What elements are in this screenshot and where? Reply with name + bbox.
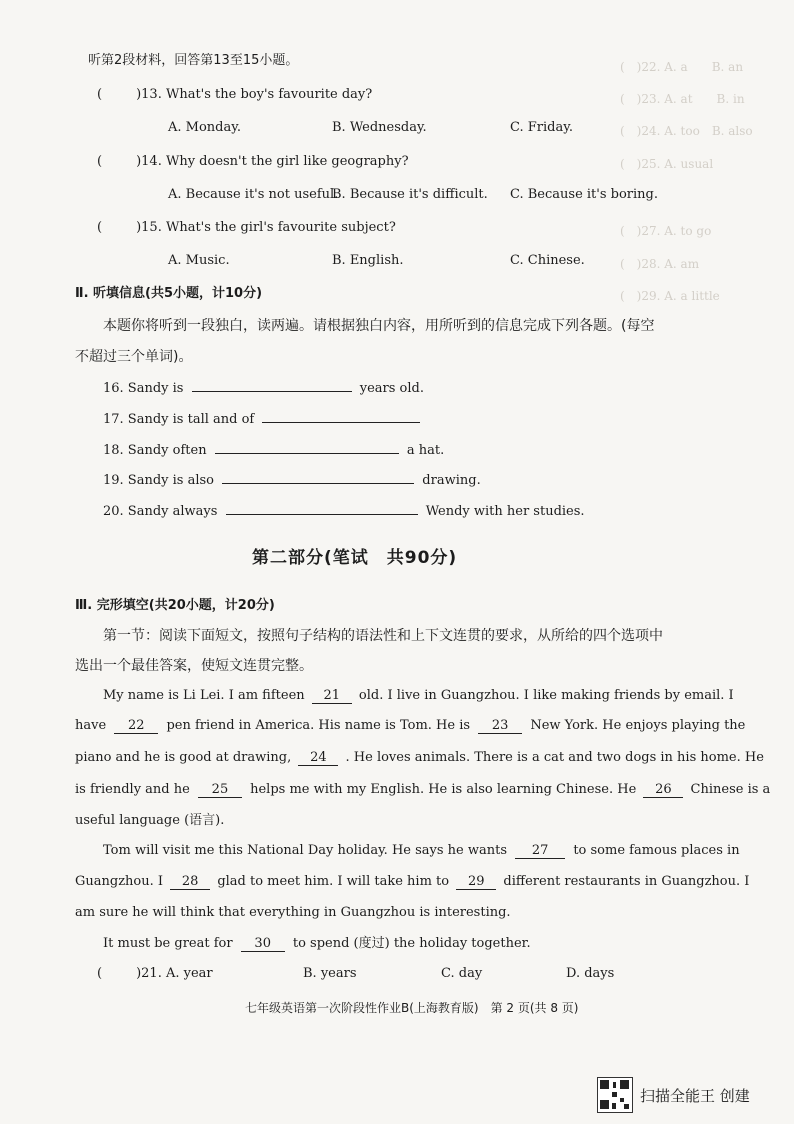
bleed-text: ( )29. A. a little — [620, 289, 720, 303]
passage-line: Tom will visit me this National Day holiday. He says he wants 27 to some famous places in — [103, 843, 740, 858]
part-two-title: 第二部分(笔试 共90分) — [252, 548, 458, 568]
answer-blank-18[interactable] — [215, 453, 399, 454]
cloze-blank-28[interactable]: 28 — [170, 874, 210, 890]
cloze-blank-25[interactable]: 25 — [198, 782, 242, 798]
answer-blank-20[interactable] — [226, 514, 418, 515]
cloze-blank-27[interactable]: 27 — [515, 843, 565, 859]
section-2-instruction: 本题你将听到一段独白，读两遍。请根据独白内容，用所听到的信息完成下列各题。(每空 — [103, 318, 655, 334]
q15-option-c[interactable]: C. Chinese. — [510, 253, 585, 268]
cloze-blank-30[interactable]: 30 — [241, 936, 285, 952]
passage-line: is friendly and he 25 helps me with my English. He is also learning Chinese. He 26 Chinese is a — [75, 782, 771, 797]
cloze-blank-26[interactable]: 26 — [643, 782, 683, 798]
question-13: ( )13. What's the boy's favourite day? — [97, 87, 373, 102]
q15-option-b[interactable]: B. English. — [332, 253, 404, 268]
q14-option-a[interactable]: A. Because it's not useful. — [168, 187, 339, 202]
fill-item-19: 19. Sandy is also drawing. — [103, 473, 481, 488]
answer-blank-17[interactable] — [262, 422, 420, 423]
answer-blank-16[interactable] — [192, 391, 352, 392]
bleed-text: ( )28. A. am — [620, 257, 700, 271]
section-3-instruction: 第一节：阅读下面短文，按照句子结构的语法性和上下文连贯的要求，从所给的四个选项中 — [103, 628, 663, 644]
q14-option-b[interactable]: B. Because it's difficult. — [332, 187, 488, 202]
passage-line: useful language (语言). — [75, 813, 225, 828]
cloze-blank-29[interactable]: 29 — [456, 874, 496, 890]
fill-item-16: 16. Sandy is years old. — [103, 381, 424, 396]
q13-option-c[interactable]: C. Friday. — [510, 120, 573, 135]
fill-item-17: 17. Sandy is tall and of — [103, 411, 424, 429]
section-2-heading: Ⅱ. 听填信息(共5小题，计10分) — [75, 286, 263, 301]
cloze-blank-24[interactable]: 24 — [298, 750, 338, 766]
cloze-blank-22[interactable]: 22 — [114, 718, 158, 734]
q21-option-c[interactable]: C. day — [441, 966, 483, 981]
section-3-heading: Ⅲ. 完形填空(共20小题，计20分) — [75, 598, 275, 613]
q21-option-d[interactable]: D. days — [566, 966, 615, 981]
listening-part2-intro: 听第2段材料，回答第13至15小题。 — [88, 53, 299, 68]
q14-option-c[interactable]: C. Because it's boring. — [510, 187, 659, 202]
bleed-text: ( )22. A. a B. an — [620, 60, 744, 74]
section-2-instruction-cont: 不超过三个单词)。 — [75, 349, 193, 365]
bleed-text: ( )25. A. usual — [620, 157, 714, 171]
scanner-watermark: 扫描全能王 创建 — [640, 1087, 750, 1105]
fill-item-18: 18. Sandy often a hat. — [103, 443, 445, 458]
passage-line: piano and he is good at drawing, 24 . He loves animals. There is a cat and two dogs in his home. He — [75, 750, 764, 765]
question-14: ( )14. Why doesn't the girl like geography? — [97, 154, 409, 169]
passage-line: It must be great for 30 to spend (度过) the holiday together. — [103, 936, 531, 951]
cloze-blank-23[interactable]: 23 — [478, 718, 522, 734]
question-15: ( )15. What's the girl's favourite subject? — [97, 220, 396, 235]
bleed-text: ( )24. A. too B. also — [620, 124, 753, 138]
passage-line: have 22 pen friend in America. His name is Tom. He is 23 New York. He enjoys playing the — [75, 718, 746, 733]
qr-code-icon — [597, 1077, 633, 1113]
q13-option-b[interactable]: B. Wednesday. — [332, 120, 427, 135]
q13-option-a[interactable]: A. Monday. — [168, 120, 241, 135]
passage-line: My name is Li Lei. I am fifteen 21 old. I live in Guangzhou. I like making friends by email. I — [103, 688, 734, 703]
section-3-instruction-cont: 选出一个最佳答案，使短文连贯完整。 — [75, 658, 313, 674]
bleed-text: ( )27. A. to go — [620, 224, 712, 238]
fill-item-20: 20. Sandy always Wendy with her studies. — [103, 504, 585, 519]
q21-option-b[interactable]: B. years — [303, 966, 357, 981]
page-footer: 七年级英语第一次阶段性作业B(上海教育版) 第 2 页(共 8 页) — [245, 1001, 579, 1015]
passage-line: Guangzhou. I 28 glad to meet him. I will take him to 29 different restaurants in Guangzhou. I — [75, 874, 750, 889]
q15-option-a[interactable]: A. Music. — [168, 253, 230, 268]
passage-line: am sure he will think that everything in Guangzhou is interesting. — [75, 905, 511, 920]
question-21: ( )21. A. year — [97, 966, 213, 981]
bleed-text: ( )23. A. at B. in — [620, 92, 745, 106]
answer-blank-19[interactable] — [222, 483, 414, 484]
cloze-blank-21[interactable]: 21 — [312, 688, 352, 704]
